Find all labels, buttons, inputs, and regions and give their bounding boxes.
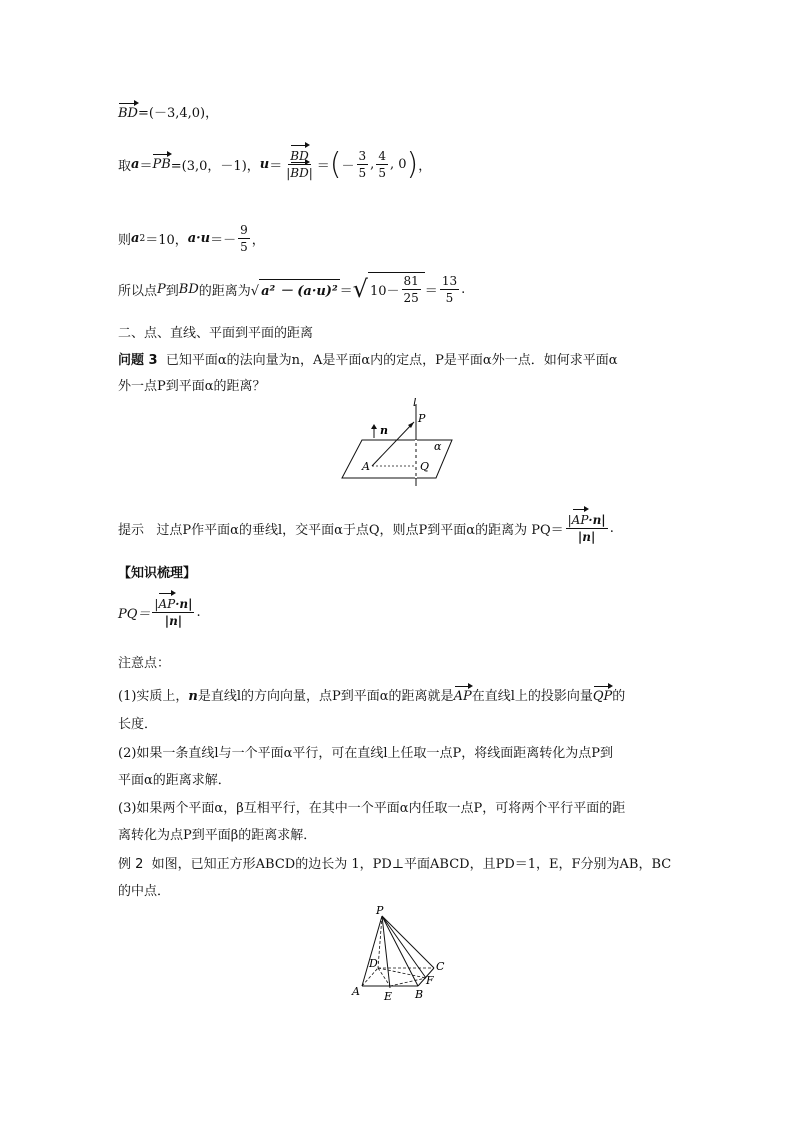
- vector-u: u: [259, 157, 270, 172]
- equals: ＝: [139, 159, 153, 174]
- example-2-line1: 例 2 如图，已知正方形ABCD的边长为 1，PD⊥平面ABCD，且PD＝1，E，F分别为AB，BC: [118, 857, 672, 872]
- note-3-line1: (3)如果两个平面α，β互相平行，在其中一个平面α内任取一点P，可将两个平行平面的距: [118, 801, 626, 816]
- label-a2: A: [352, 985, 360, 998]
- label-n: n: [380, 424, 388, 437]
- line-a-squared: 则 a 2 ＝10， a·u ＝－ $\frac{9}{5}$ ，: [118, 223, 265, 254]
- result-fraction: $\frac{13}{5}$: [441, 273, 458, 305]
- hint-label: 提示: [118, 523, 145, 538]
- note-2-line1: (2)如果一条直线l与一个平面α平行，可在直线l上任取一点P，将线面距离转化为点P到: [118, 746, 614, 761]
- distance-formula: PQ＝ $\frac{|AP\cdot n|}{|n|}$ .: [118, 597, 201, 628]
- label-b: B: [415, 988, 424, 1001]
- sqrt-2: √ 10－ $\frac{81}{25}$: [353, 272, 425, 306]
- vector-a-2: a: [131, 231, 140, 246]
- minus-sign: －: [341, 159, 355, 174]
- label-c: C: [436, 960, 445, 973]
- question-3-line1: 问题 3 已知平面α的法向量为n，A是平面α内的定点，P是平面α外一点．如何求平面α: [118, 353, 618, 368]
- label-d: D: [369, 957, 378, 970]
- pb-value: =(3,0，－1)，: [170, 159, 260, 174]
- coord-2-fraction: $\frac{4}{5}$: [378, 149, 386, 180]
- line-bd-vector: [118, 102, 218, 121]
- vector-bd: BD: [118, 106, 138, 121]
- label-a: A: [362, 460, 370, 473]
- take-word: 取: [118, 159, 132, 174]
- hint-line: 提示 过点P作平面α的垂线l，交平面α于点Q，则点P到平面α的距离为 PQ＝ $\frac{|AP\cdot n|}{|n|}$ .: [118, 513, 614, 544]
- example-2-label: 例 2: [118, 857, 144, 872]
- label-q: Q: [420, 460, 430, 473]
- a-squared-value: ＝10，: [145, 233, 188, 248]
- line-distance-result: 所以点 P 到 BD 的距离为 √ a² － (a·u)² ＝ √ 10－ $\frac{81}{25}$ ＝ $\frac{13}{5}$ .: [118, 273, 466, 305]
- note-3-line2: 离转化为点P到平面β的距离求解．: [118, 828, 317, 843]
- left-paren: (: [329, 146, 342, 182]
- label-f: F: [426, 974, 434, 987]
- line-take-a-u: 取 a ＝ PB =(3,0，－1)， u ＝ $\frac{BD}{|BD|}$ ＝ ( － $\frac{3}{5}$ , $\frac{4}{5}$ , 0 ) ，: [118, 146, 432, 182]
- note-1-line2: 长度．: [118, 717, 158, 732]
- bd-value: =(－3,4,0)，: [137, 106, 219, 121]
- section-title: 二、点、直线、平面到平面的距离: [118, 326, 314, 341]
- question-3-line2: 外一点P到平面α的距离？: [118, 379, 266, 394]
- coord-1-fraction: $\frac{3}{5}$: [358, 149, 367, 180]
- question-3-label: 问题 3: [118, 353, 158, 368]
- vector-a: a: [131, 157, 140, 172]
- right-paren: ): [406, 146, 419, 182]
- sqrt-1: √ a² － (a·u)²: [251, 279, 340, 299]
- unit-vector-fraction: $\frac{BD}{|BD|}$: [286, 149, 313, 180]
- label-l: l: [413, 398, 417, 409]
- equals-2: ＝: [269, 159, 283, 174]
- example-2-line2: 的中点．: [118, 884, 171, 899]
- vector-pb: PB: [152, 157, 171, 172]
- fraction-den-bd: BD: [290, 166, 309, 180]
- a-dot-u-fraction: $\frac{9}{5}$: [240, 223, 248, 254]
- equals-3: ＝: [316, 159, 330, 174]
- coord-3: 0: [398, 157, 407, 172]
- note-2-line2: 平面α的距离求解．: [118, 773, 231, 788]
- hint-fraction: $\frac{|AP\cdot n|}{|n|}$: [567, 513, 606, 544]
- label-p2: P: [376, 904, 384, 917]
- label-alpha: α: [434, 440, 442, 453]
- plane-distance-figure: [338, 398, 462, 490]
- knowledge-header: 【知识梳理】: [118, 566, 197, 581]
- note-1-line1: (1)实质上，n是直线l的方向向量，点P到平面α的距离就是AP在直线l上的投影向量QP的: [118, 689, 626, 704]
- a-dot-u: a·u: [187, 231, 211, 246]
- notes-title: 注意点：: [118, 656, 171, 671]
- fraction-num-bd: BD: [290, 149, 309, 163]
- formula-fraction: $\frac{|AP\cdot n|}{|n|}$: [154, 597, 193, 628]
- label-e: E: [384, 990, 393, 1003]
- label-p: P: [418, 412, 426, 425]
- pyramid-figure: [348, 904, 448, 1004]
